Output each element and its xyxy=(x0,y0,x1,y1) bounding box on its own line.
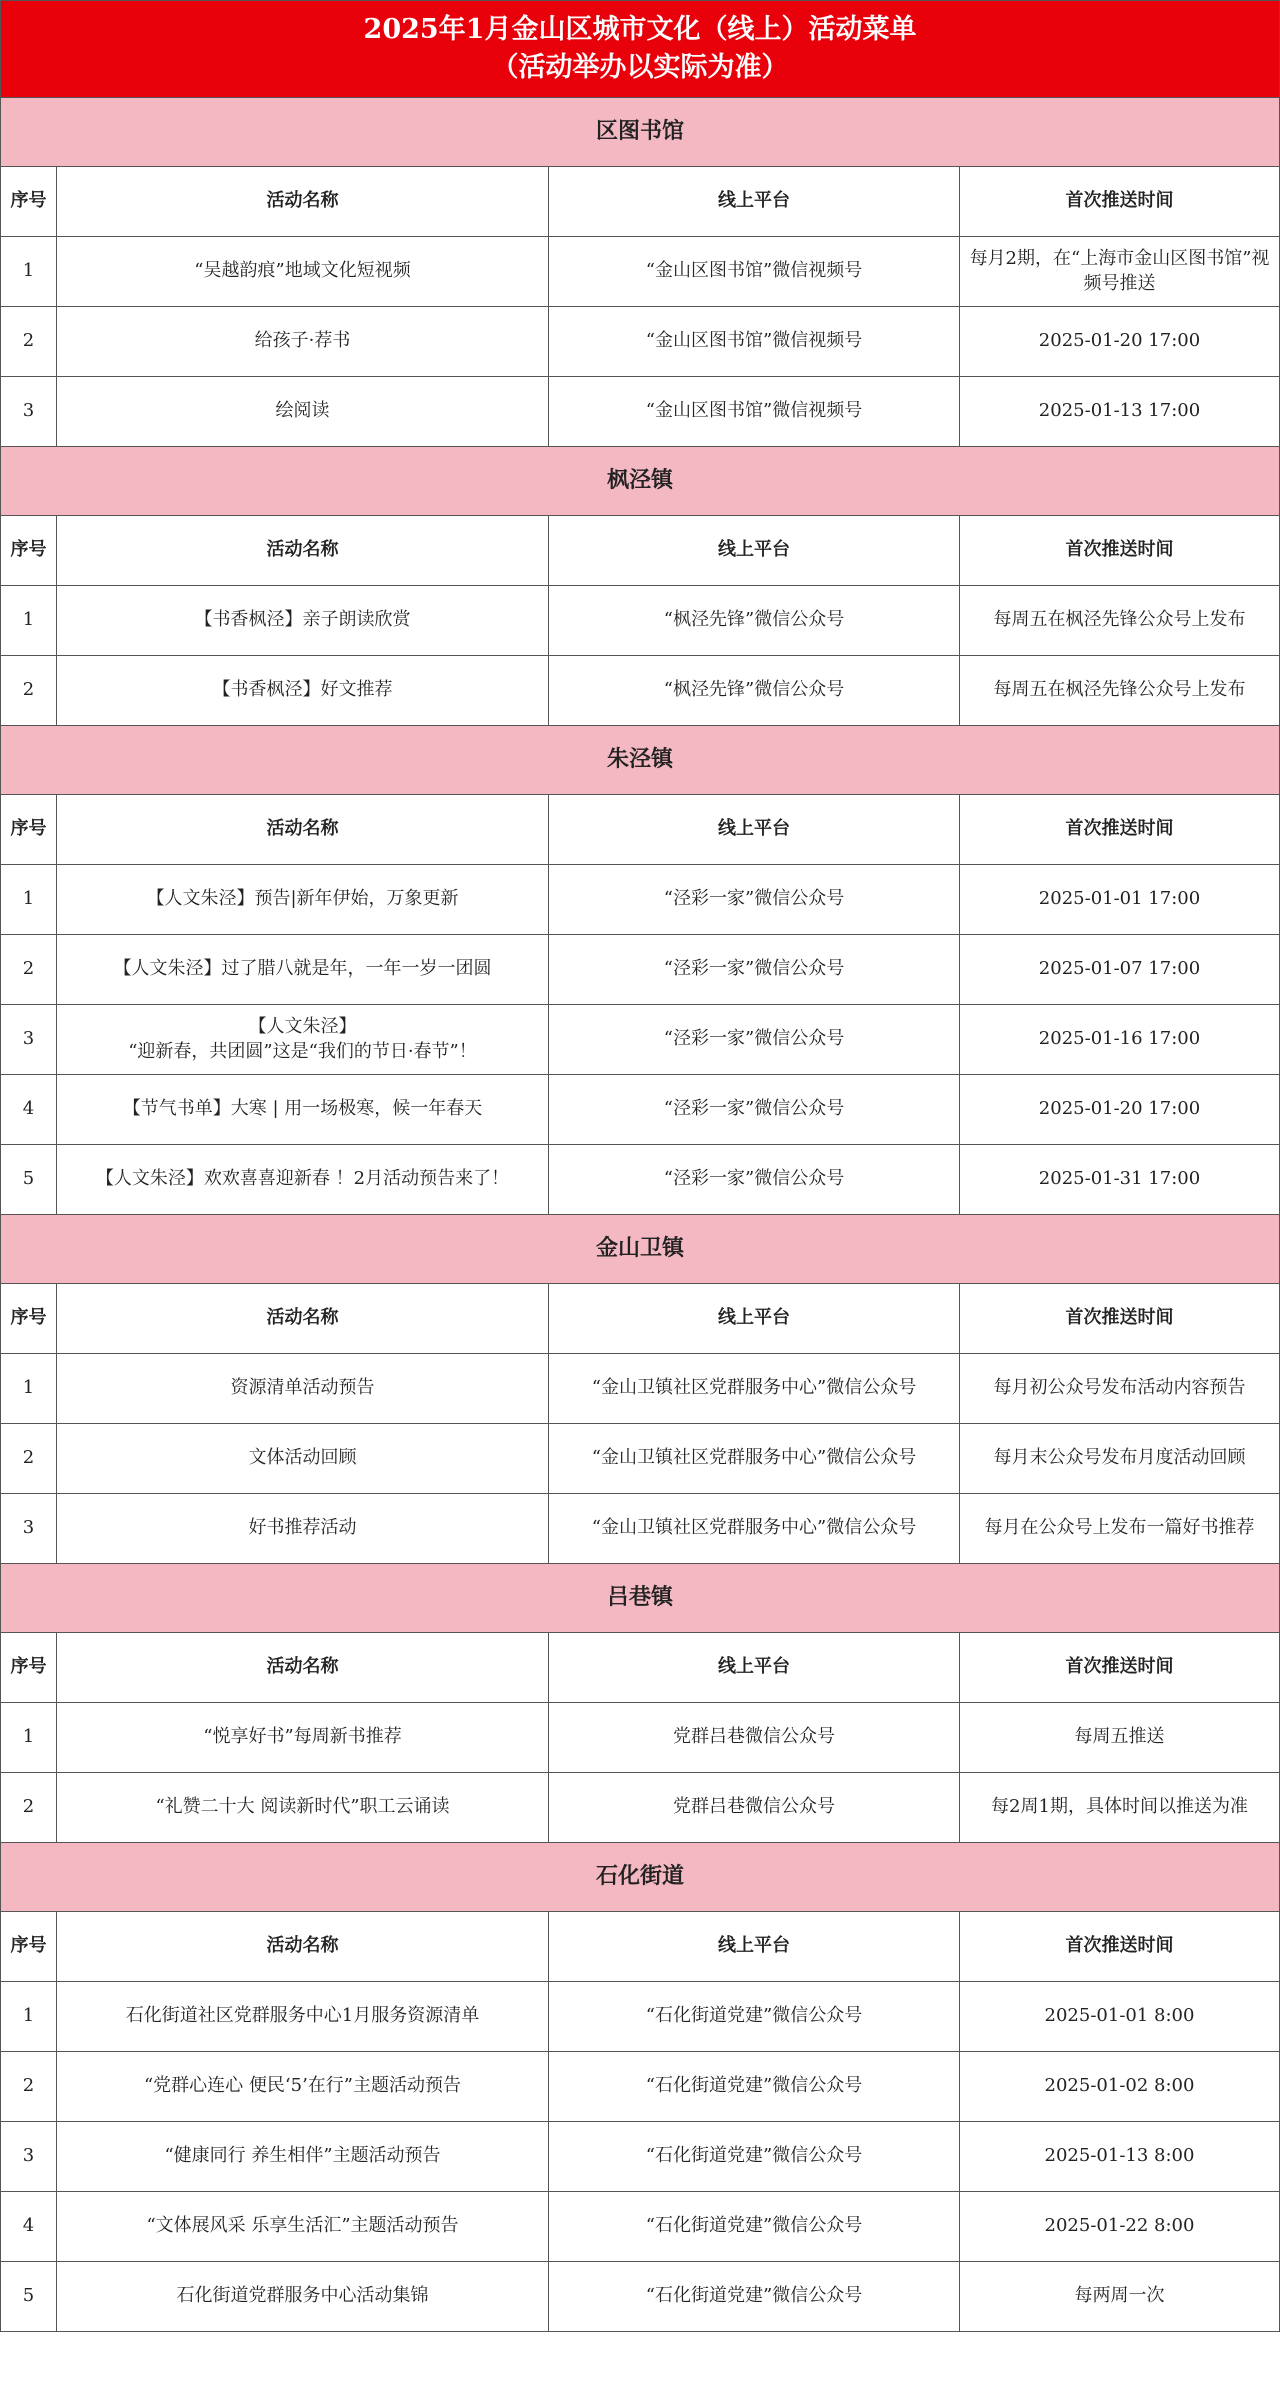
first-push-time: 每月末公众号发布月度活动回顾 xyxy=(960,1424,1280,1494)
section-title: 区图书馆 xyxy=(1,98,1280,167)
row-index: 1 xyxy=(1,237,57,307)
header-col-push-time: 首次推送时间 xyxy=(960,1284,1280,1354)
header-col-activity-name: 活动名称 xyxy=(57,1912,549,1982)
online-platform: “石化街道党建”微信公众号 xyxy=(549,1982,960,2052)
row-index: 1 xyxy=(1,586,57,656)
activity-name: 文体活动回顾 xyxy=(57,1424,549,1494)
title-line-2: （活动举办以实际为准） xyxy=(491,52,789,83)
activity-name: 【人文朱泾】欢欢喜喜迎新春 ！2月活动预告来了！ xyxy=(57,1145,549,1215)
online-platform: 党群吕巷微信公众号 xyxy=(549,1703,960,1773)
activity-name: 【书香枫泾】好文推荐 xyxy=(57,656,549,726)
first-push-time: 2025-01-01 17:00 xyxy=(960,865,1280,935)
first-push-time: 2025-01-13 17:00 xyxy=(960,377,1280,447)
table-row xyxy=(1,1773,1280,1843)
column-header-row xyxy=(1,795,1280,865)
row-index: 2 xyxy=(1,656,57,726)
online-platform: “泾彩一家”微信公众号 xyxy=(549,1005,960,1075)
activity-name: “党群心连心 便民‘5’在行”主题活动预告 xyxy=(57,2052,549,2122)
row-index: 2 xyxy=(1,935,57,1005)
table-row xyxy=(1,1005,1280,1075)
first-push-time: 每月在公众号上发布一篇好书推荐 xyxy=(960,1494,1280,1564)
section-title: 石化街道 xyxy=(1,1843,1280,1912)
table-row xyxy=(1,2192,1280,2262)
section-title: 金山卫镇 xyxy=(1,1215,1280,1284)
header-col-activity-name: 活动名称 xyxy=(57,1633,549,1703)
table-row xyxy=(1,2052,1280,2122)
activity-name: 石化街道社区党群服务中心1月服务资源清单 xyxy=(57,1982,549,2052)
row-index: 1 xyxy=(1,1982,57,2052)
section-title: 枫泾镇 xyxy=(1,447,1280,516)
online-platform: “泾彩一家”微信公众号 xyxy=(549,865,960,935)
section-title: 朱泾镇 xyxy=(1,726,1280,795)
header-col-index: 序号 xyxy=(1,1284,57,1354)
row-index: 2 xyxy=(1,1773,57,1843)
activity-name: 给孩子·荐书 xyxy=(57,307,549,377)
section-row xyxy=(1,1843,1280,1912)
row-index: 3 xyxy=(1,2122,57,2192)
row-index: 3 xyxy=(1,377,57,447)
row-index: 4 xyxy=(1,1075,57,1145)
online-platform: “金山卫镇社区党群服务中心”微信公众号 xyxy=(549,1494,960,1564)
table-row xyxy=(1,2262,1280,2332)
page-title xyxy=(1,1,1280,98)
online-platform: 党群吕巷微信公众号 xyxy=(549,1773,960,1843)
row-index: 5 xyxy=(1,2262,57,2332)
row-index: 2 xyxy=(1,2052,57,2122)
header-col-push-time: 首次推送时间 xyxy=(960,1633,1280,1703)
online-platform: “泾彩一家”微信公众号 xyxy=(549,935,960,1005)
row-index: 1 xyxy=(1,1354,57,1424)
activity-name: 绘阅读 xyxy=(57,377,549,447)
first-push-time: 2025-01-07 17:00 xyxy=(960,935,1280,1005)
table-row xyxy=(1,656,1280,726)
activity-name: 【节气书单】大寒 | 用一场极寒，候一年春天 xyxy=(57,1075,549,1145)
online-platform: “金山卫镇社区党群服务中心”微信公众号 xyxy=(549,1424,960,1494)
header-col-platform: 线上平台 xyxy=(549,167,960,237)
table-row xyxy=(1,865,1280,935)
row-index: 4 xyxy=(1,2192,57,2262)
header-col-push-time: 首次推送时间 xyxy=(960,1912,1280,1982)
row-index: 1 xyxy=(1,1703,57,1773)
online-platform: “石化街道党建”微信公众号 xyxy=(549,2052,960,2122)
activity-name: “悦享好书”每周新书推荐 xyxy=(57,1703,549,1773)
online-platform: “石化街道党建”微信公众号 xyxy=(549,2262,960,2332)
row-index: 3 xyxy=(1,1494,57,1564)
row-index: 2 xyxy=(1,307,57,377)
header-col-activity-name: 活动名称 xyxy=(57,1284,549,1354)
row-index: 1 xyxy=(1,865,57,935)
header-col-index: 序号 xyxy=(1,795,57,865)
header-col-push-time: 首次推送时间 xyxy=(960,167,1280,237)
activity-name: “吴越韵痕”地域文化短视频 xyxy=(57,237,549,307)
table-row xyxy=(1,307,1280,377)
header-col-activity-name: 活动名称 xyxy=(57,516,549,586)
online-platform: “金山区图书馆”微信视频号 xyxy=(549,307,960,377)
column-header-row xyxy=(1,1284,1280,1354)
online-platform: “枫泾先锋”微信公众号 xyxy=(549,656,960,726)
section-row xyxy=(1,447,1280,516)
first-push-time: 每周五在枫泾先锋公众号上发布 xyxy=(960,656,1280,726)
activity-name: 【人文朱泾】预告|新年伊始，万象更新 xyxy=(57,865,549,935)
header-col-index: 序号 xyxy=(1,516,57,586)
table-row xyxy=(1,1494,1280,1564)
first-push-time: 2025-01-22 8:00 xyxy=(960,2192,1280,2262)
first-push-time: 2025-01-31 17:00 xyxy=(960,1145,1280,1215)
online-platform: “泾彩一家”微信公众号 xyxy=(549,1145,960,1215)
title-line-1: 2025年1月金山区城市文化（线上）活动菜单 xyxy=(363,14,917,46)
first-push-time: 2025-01-13 8:00 xyxy=(960,2122,1280,2192)
first-push-time: 2025-01-01 8:00 xyxy=(960,1982,1280,2052)
header-col-platform: 线上平台 xyxy=(549,1912,960,1982)
section-row xyxy=(1,1564,1280,1633)
first-push-time: 2025-01-16 17:00 xyxy=(960,1005,1280,1075)
header-col-activity-name: 活动名称 xyxy=(57,167,549,237)
section-title: 吕巷镇 xyxy=(1,1564,1280,1633)
header-col-activity-name: 活动名称 xyxy=(57,795,549,865)
first-push-time: 2025-01-20 17:00 xyxy=(960,1075,1280,1145)
section-row xyxy=(1,726,1280,795)
table-row xyxy=(1,1354,1280,1424)
first-push-time: 2025-01-02 8:00 xyxy=(960,2052,1280,2122)
header-col-platform: 线上平台 xyxy=(549,795,960,865)
table-row xyxy=(1,1424,1280,1494)
activity-name: 资源清单活动预告 xyxy=(57,1354,549,1424)
first-push-time: 每周五推送 xyxy=(960,1703,1280,1773)
table-row xyxy=(1,586,1280,656)
table-row xyxy=(1,1703,1280,1773)
header-col-platform: 线上平台 xyxy=(549,516,960,586)
header-col-index: 序号 xyxy=(1,1912,57,1982)
activity-name: “文体展风采 乐享生活汇”主题活动预告 xyxy=(57,2192,549,2262)
first-push-time: 每月2期，在“上海市金山区图书馆”视频号推送 xyxy=(960,237,1280,307)
header-col-platform: 线上平台 xyxy=(549,1633,960,1703)
activity-name: 【人文朱泾】 “迎新春，共团圆”这是“我们的节日·春节”！ xyxy=(57,1005,549,1075)
title-row xyxy=(1,1,1280,98)
table-row xyxy=(1,2122,1280,2192)
table-row xyxy=(1,1145,1280,1215)
table-row xyxy=(1,1982,1280,2052)
online-platform: “石化街道党建”微信公众号 xyxy=(549,2192,960,2262)
activity-name: 好书推荐活动 xyxy=(57,1494,549,1564)
row-index: 2 xyxy=(1,1424,57,1494)
first-push-time: 每周五在枫泾先锋公众号上发布 xyxy=(960,586,1280,656)
row-index: 3 xyxy=(1,1005,57,1075)
table-row xyxy=(1,935,1280,1005)
header-col-push-time: 首次推送时间 xyxy=(960,795,1280,865)
header-col-index: 序号 xyxy=(1,1633,57,1703)
column-header-row xyxy=(1,1912,1280,1982)
row-index: 5 xyxy=(1,1145,57,1215)
online-platform: “金山区图书馆”微信视频号 xyxy=(549,377,960,447)
online-platform: “金山区图书馆”微信视频号 xyxy=(549,237,960,307)
table-row xyxy=(1,237,1280,307)
activity-name: “健康同行 养生相伴”主题活动预告 xyxy=(57,2122,549,2192)
activity-name: 【书香枫泾】亲子朗读欣赏 xyxy=(57,586,549,656)
activity-name: 【人文朱泾】过了腊八就是年，一年一岁一团圆 xyxy=(57,935,549,1005)
table-row xyxy=(1,1075,1280,1145)
column-header-row xyxy=(1,1633,1280,1703)
online-platform: “泾彩一家”微信公众号 xyxy=(549,1075,960,1145)
section-row xyxy=(1,1215,1280,1284)
table-row xyxy=(1,377,1280,447)
first-push-time: 每月初公众号发布活动内容预告 xyxy=(960,1354,1280,1424)
header-col-platform: 线上平台 xyxy=(549,1284,960,1354)
activity-name: “礼赞二十大 阅读新时代”职工云诵读 xyxy=(57,1773,549,1843)
activity-name: 石化街道党群服务中心活动集锦 xyxy=(57,2262,549,2332)
header-col-index: 序号 xyxy=(1,167,57,237)
first-push-time: 每两周一次 xyxy=(960,2262,1280,2332)
first-push-time: 2025-01-20 17:00 xyxy=(960,307,1280,377)
header-col-push-time: 首次推送时间 xyxy=(960,516,1280,586)
column-header-row xyxy=(1,516,1280,586)
online-platform: “石化街道党建”微信公众号 xyxy=(549,2122,960,2192)
online-platform: “枫泾先锋”微信公众号 xyxy=(549,586,960,656)
column-header-row xyxy=(1,167,1280,237)
first-push-time: 每2周1期，具体时间以推送为准 xyxy=(960,1773,1280,1843)
section-row xyxy=(1,98,1280,167)
online-platform: “金山卫镇社区党群服务中心”微信公众号 xyxy=(549,1354,960,1424)
